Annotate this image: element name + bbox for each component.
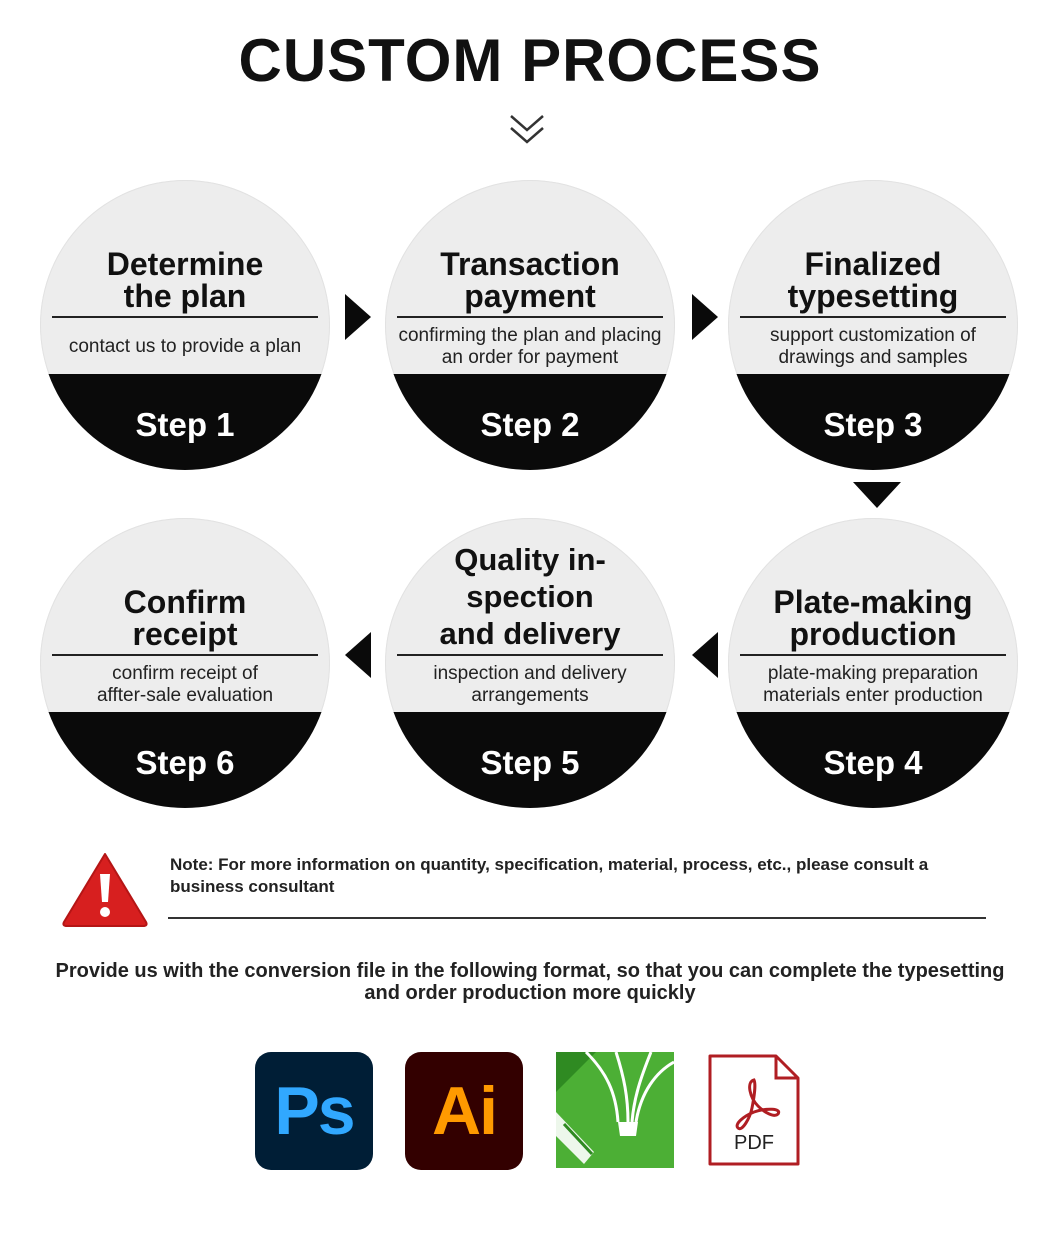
note-text: Note: For more information on quantity, specification, material, process, etc., please consult a business consultant (170, 855, 929, 896)
step-description: confirm receipt of affter-sale evaluation (96, 663, 274, 706)
photoshop-icon (255, 1052, 373, 1170)
step-band (40, 374, 330, 470)
step-4-card (728, 518, 1018, 808)
chevron-down-icon (505, 112, 549, 150)
step-description: contact us to provide a plan (68, 336, 302, 357)
step-band (728, 374, 1018, 470)
divider (740, 316, 1006, 318)
step-title: Quality in- spection and delivery (439, 542, 621, 651)
divider (397, 654, 663, 656)
step-band (40, 712, 330, 808)
pdf-icon (706, 1052, 802, 1168)
step-title: Transaction payment (440, 246, 620, 314)
step-label: Step 2 (480, 406, 580, 443)
step-description: inspection and delivery arrangements (433, 663, 627, 706)
format-instructions: Provide us with the conversion file in the following format, so that you can complete the typesetting and order production more quickly (55, 960, 1005, 1004)
step-description: plate-making preparation materials enter production (763, 663, 983, 706)
arrow-down-icon (851, 480, 903, 510)
illustrator-label: Ai (432, 1073, 496, 1149)
step-label: Step 6 (135, 744, 235, 781)
page-title: CUSTOM PROCESS (238, 27, 822, 94)
arrow-left-icon (690, 630, 720, 680)
divider (397, 316, 663, 318)
step-1-card (40, 180, 330, 470)
step-label: Step 1 (135, 406, 235, 443)
step-band (728, 712, 1018, 808)
divider (740, 654, 1006, 656)
coreldraw-icon (556, 1052, 674, 1168)
divider (52, 316, 318, 318)
step-description: support customization of drawings and samples (770, 325, 976, 368)
step-description: confirming the plan and placing an order for payment (398, 325, 662, 368)
step-title: Finalized typesetting (787, 246, 959, 314)
step-title: Confirm receipt (123, 584, 247, 652)
divider (52, 654, 318, 656)
step-label: Step 3 (823, 406, 923, 443)
illustrator-icon (405, 1052, 523, 1170)
step-band (385, 712, 675, 808)
photoshop-label: Ps (274, 1073, 354, 1149)
warning-icon (60, 850, 150, 928)
step-label: Step 4 (823, 744, 923, 781)
step-band (385, 374, 675, 470)
step-3-card (728, 180, 1018, 470)
divider (168, 917, 986, 919)
step-title: Determine the plan (106, 246, 264, 314)
step-5-card (385, 518, 675, 808)
arrow-right-icon (343, 292, 373, 342)
step-6-card (40, 518, 330, 808)
step-2-card (385, 180, 675, 470)
pdf-label: PDF (734, 1132, 774, 1154)
step-label: Step 5 (480, 744, 580, 781)
arrow-left-icon (343, 630, 373, 680)
step-title: Plate-making production (773, 584, 973, 652)
arrow-right-icon (690, 292, 720, 342)
